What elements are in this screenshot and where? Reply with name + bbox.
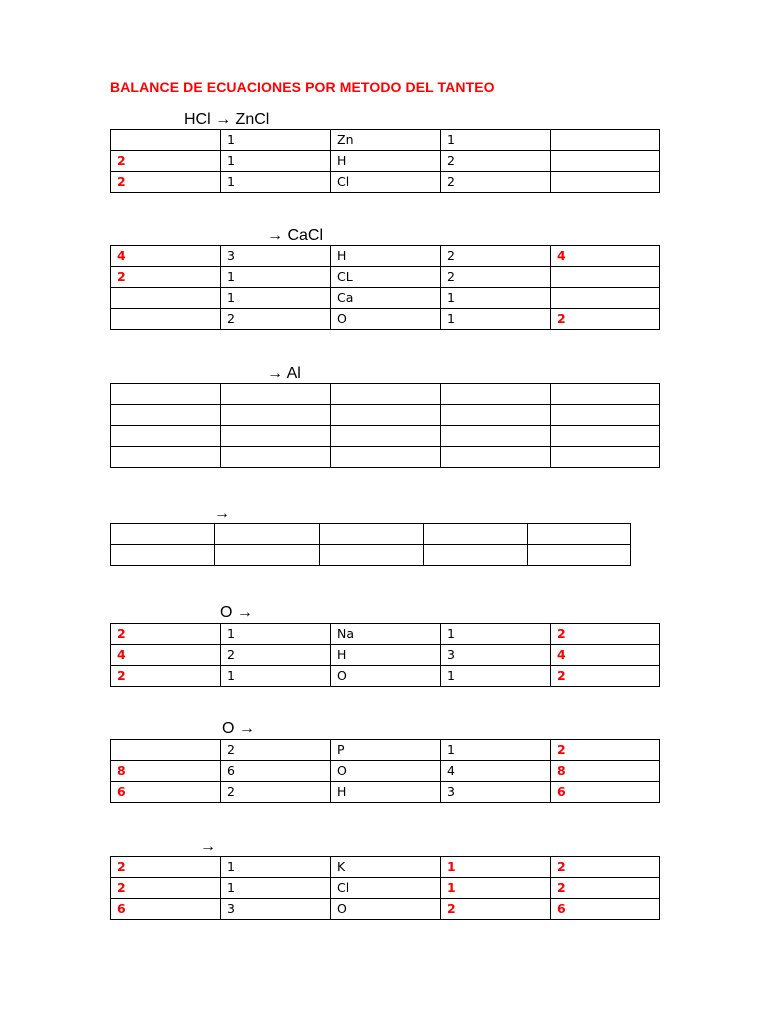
table-cell: 2 (551, 309, 660, 330)
table-cell: 1 (221, 151, 331, 172)
table-row (111, 447, 660, 468)
table-cell: 1 (221, 267, 331, 288)
table-row (111, 267, 660, 288)
table-cell: 2 (551, 740, 660, 761)
table-cell (331, 405, 441, 426)
table-cell (111, 426, 221, 447)
table-cell (551, 384, 660, 405)
table-cell: 2 (111, 878, 221, 899)
table-cell: Ca (331, 288, 441, 309)
table-cell: 1 (441, 666, 551, 687)
table-cell: Cl (331, 878, 441, 899)
balance-table-2 (110, 245, 660, 330)
equation-1: HCl → ZnCl (184, 111, 270, 128)
equation-6: O → (222, 720, 255, 737)
table-cell: 2 (551, 878, 660, 899)
table-cell (111, 740, 221, 761)
table-cell: 8 (551, 761, 660, 782)
table-cell: 6 (111, 899, 221, 920)
table-cell: 2 (441, 899, 551, 920)
table-row (111, 246, 660, 267)
table-cell (441, 384, 551, 405)
table-row (111, 857, 660, 878)
table-cell (111, 130, 221, 151)
table-cell (551, 130, 660, 151)
table-cell: 3 (441, 782, 551, 803)
table-cell: 4 (111, 645, 221, 666)
table-cell: H (331, 246, 441, 267)
table-cell: 2 (111, 624, 221, 645)
table-cell: H (331, 645, 441, 666)
table-cell: O (331, 761, 441, 782)
table-cell: 2 (111, 857, 221, 878)
table-cell: 6 (551, 899, 660, 920)
table-cell (111, 288, 221, 309)
table-cell (111, 405, 221, 426)
table-cell: 2 (221, 740, 331, 761)
balance-table-6 (110, 739, 660, 803)
table-cell (221, 405, 331, 426)
table-cell: 3 (221, 899, 331, 920)
table-row (111, 761, 660, 782)
table-cell: CL (331, 267, 441, 288)
table-cell (528, 524, 631, 545)
table-cell (331, 384, 441, 405)
table-cell (111, 309, 221, 330)
table-cell: 2 (111, 172, 221, 193)
table-cell: 2 (441, 246, 551, 267)
table-cell: O (331, 666, 441, 687)
table-cell (424, 524, 528, 545)
equation-7: → (200, 838, 216, 855)
table-cell: 4 (111, 246, 221, 267)
table-cell (215, 524, 320, 545)
table-cell (551, 405, 660, 426)
table-cell: 6 (221, 761, 331, 782)
table-cell: H (331, 151, 441, 172)
table-cell: 2 (551, 624, 660, 645)
table-cell: 2 (441, 267, 551, 288)
table-cell (551, 172, 660, 193)
table-cell: 1 (221, 857, 331, 878)
table-cell: 1 (441, 857, 551, 878)
table-cell (551, 151, 660, 172)
table-row (111, 624, 660, 645)
table-row (111, 524, 631, 545)
table-cell: 4 (551, 246, 660, 267)
balance-table-4 (110, 523, 631, 566)
table-cell: 6 (111, 782, 221, 803)
table-cell: 1 (441, 288, 551, 309)
equation-4: → (214, 505, 230, 522)
table-cell: Zn (331, 130, 441, 151)
table-cell: 1 (441, 309, 551, 330)
table-cell: K (331, 857, 441, 878)
table-cell (331, 447, 441, 468)
table-cell (441, 405, 551, 426)
equation-3: → Al (267, 365, 301, 382)
table-cell: 2 (441, 151, 551, 172)
table-cell: Cl (331, 172, 441, 193)
table-cell (528, 545, 631, 566)
table-cell: 1 (221, 172, 331, 193)
table-cell: 2 (111, 666, 221, 687)
table-cell: H (331, 782, 441, 803)
table-cell: Na (331, 624, 441, 645)
table-cell: 1 (441, 878, 551, 899)
table-row (111, 878, 660, 899)
balance-table-3 (110, 383, 660, 468)
table-cell (551, 426, 660, 447)
balance-table-1 (110, 129, 660, 193)
table-cell: 2 (111, 267, 221, 288)
table-row (111, 384, 660, 405)
table-cell: 3 (441, 645, 551, 666)
table-cell: 2 (221, 309, 331, 330)
table-row (111, 130, 660, 151)
table-cell (215, 545, 320, 566)
table-cell: 1 (221, 666, 331, 687)
table-cell (320, 524, 424, 545)
table-cell: P (331, 740, 441, 761)
table-row (111, 545, 631, 566)
table-row (111, 899, 660, 920)
table-row (111, 151, 660, 172)
table-cell: 1 (221, 878, 331, 899)
table-row (111, 426, 660, 447)
table-cell: 3 (221, 246, 331, 267)
table-cell: 1 (221, 130, 331, 151)
table-cell: 2 (551, 857, 660, 878)
table-cell: 1 (441, 740, 551, 761)
table-cell (221, 384, 331, 405)
table-cell: 2 (221, 645, 331, 666)
table-cell: 2 (221, 782, 331, 803)
table-cell (320, 545, 424, 566)
table-row (111, 740, 660, 761)
equation-5: O → (220, 604, 253, 621)
table-cell: 8 (111, 761, 221, 782)
table-row (111, 666, 660, 687)
table-cell (221, 426, 331, 447)
table-row (111, 782, 660, 803)
table-cell (111, 384, 221, 405)
table-cell: 2 (111, 151, 221, 172)
table-row (111, 645, 660, 666)
table-cell (111, 447, 221, 468)
table-cell: 4 (551, 645, 660, 666)
table-cell: 1 (221, 624, 331, 645)
table-cell (441, 447, 551, 468)
table-cell (331, 426, 441, 447)
balance-table-5 (110, 623, 660, 687)
table-row (111, 405, 660, 426)
table-cell (551, 447, 660, 468)
table-cell (111, 524, 215, 545)
table-cell: 4 (441, 761, 551, 782)
table-cell: 1 (221, 288, 331, 309)
table-row (111, 172, 660, 193)
table-cell: 1 (441, 624, 551, 645)
equation-2: → CaCl (267, 227, 324, 244)
table-cell: O (331, 309, 441, 330)
table-cell: O (331, 899, 441, 920)
table-cell: 6 (551, 782, 660, 803)
table-cell: 2 (441, 172, 551, 193)
balance-table-7 (110, 856, 660, 920)
table-cell (551, 288, 660, 309)
table-cell (551, 267, 660, 288)
table-cell: 1 (441, 130, 551, 151)
table-row (111, 288, 660, 309)
table-cell: 2 (551, 666, 660, 687)
table-cell (221, 447, 331, 468)
table-cell (424, 545, 528, 566)
page-title: BALANCE DE ECUACIONES POR METODO DEL TANTEO (110, 79, 495, 95)
table-cell (441, 426, 551, 447)
table-row (111, 309, 660, 330)
table-cell (111, 545, 215, 566)
